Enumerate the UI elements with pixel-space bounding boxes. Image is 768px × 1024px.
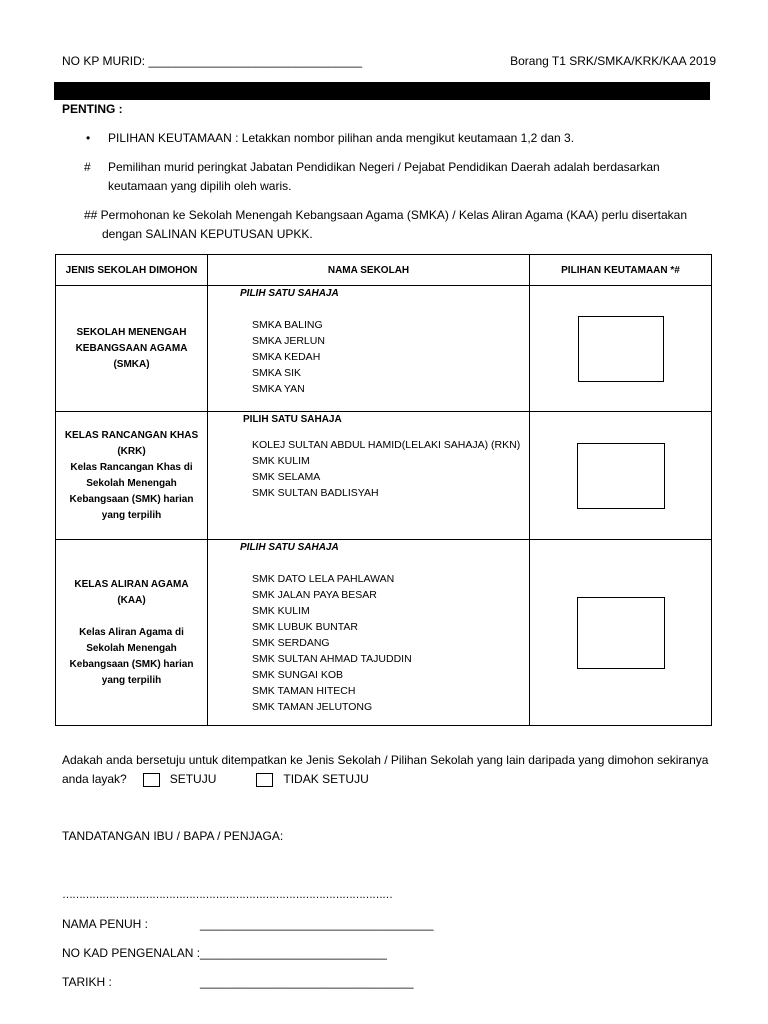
list-item: SMKA SIK (252, 367, 302, 379)
no-kp-murid-field[interactable]: NO KP MURID: ________________________________ (62, 54, 363, 68)
table-row-kaa (56, 540, 712, 726)
list-item: SMK KULIM (252, 455, 310, 467)
table-row-krk (56, 412, 712, 540)
header-nama-sekolah: NAMA SEKOLAH (208, 255, 530, 286)
school-choice-table (55, 254, 712, 726)
nama-penuh-label: NAMA PENUH : (62, 917, 149, 931)
list-item: SMK JALAN PAYA BESAR (252, 589, 377, 601)
note-hash-line2: keutamaan yang dipilih oleh waris. (108, 179, 292, 193)
list-item: SMK LUBUK BUNTAR (252, 621, 358, 633)
list-item: SMK SUNGAI KOB (252, 669, 344, 681)
category-line: yang terpilih (101, 509, 162, 521)
setuju-label: SETUJU (169, 772, 217, 786)
category-line: SEKOLAH MENENGAH (76, 326, 187, 338)
list-item: SMKA YAN (252, 383, 305, 395)
list-item: SMKA KEDAH (252, 351, 321, 363)
signature-label: TANDATANGAN IBU / BAPA / PENJAGA: (62, 829, 284, 843)
list-item: KOLEJ SULTAN ABDUL HAMID(LELAKI SAHAJA) (RKN) (252, 439, 521, 451)
category-line: KELAS ALIRAN AGAMA (74, 578, 189, 590)
list-item: SMK SELAMA (252, 471, 321, 483)
category-line: Kelas Rancangan Khas di (70, 461, 193, 473)
notes-title: PENTING : (62, 102, 123, 116)
priority-cell-smka (530, 286, 712, 412)
pilih-satu-sahaja-label: PILIH SATU SAHAJA (240, 542, 339, 553)
signature-line[interactable]: ……………………………………………………………………………………… (62, 889, 392, 901)
school-list-cell-smka (208, 286, 530, 412)
note-double-hash-line1: ## Permohonan ke Sekolah Menengah Kebangsaan Agama (SMKA) / Kelas Aliran Agama (KAA) perlu disertakan (84, 208, 688, 222)
priority-input-smka[interactable] (578, 316, 664, 382)
tarikh-field[interactable]: ________________________________ (200, 975, 414, 989)
no-kad-pengenalan-label: NO KAD PENGENALAN : (62, 946, 201, 960)
category-line: KEBANGSAAN AGAMA (75, 342, 188, 354)
priority-cell-kaa (530, 540, 712, 726)
table-header-row (56, 255, 712, 286)
category-line: (KAA) (117, 594, 146, 606)
header-jenis-sekolah: JENIS SEKOLAH DIMOHON (56, 255, 208, 286)
note-bullet-text: PILIHAN KEUTAMAAN : Letakkan nombor pilihan anda mengikut keutamaan 1,2 dan 3. (108, 131, 575, 145)
no-kad-pengenalan-field[interactable]: ____________________________ (200, 946, 387, 960)
category-line: KELAS RANCANGAN KHAS (64, 429, 199, 441)
list-item: SMK KULIM (252, 605, 310, 617)
nama-penuh-field[interactable]: ___________________________________ (200, 917, 434, 931)
agreement-options (62, 770, 369, 789)
school-list-cell-kaa (208, 540, 530, 726)
school-list-cell-krk (208, 412, 530, 540)
category-line: Kebangsaan (SMK) harian (69, 493, 194, 505)
category-line: yang terpilih (101, 674, 162, 686)
category-kaa (56, 540, 208, 726)
category-line: Sekolah Menengah (86, 477, 177, 489)
category-line: Kebangsaan (SMK) harian (69, 658, 194, 670)
priority-input-krk[interactable] (577, 443, 665, 509)
school-list (252, 437, 529, 501)
school-list (252, 571, 529, 715)
priority-cell-krk (530, 412, 712, 540)
tarikh-label: TARIKH : (62, 975, 112, 989)
header-pilihan-keutamaan: PILIHAN KEUTAMAAN *# (530, 255, 712, 286)
tidak-setuju-label: TIDAK SETUJU (283, 772, 369, 786)
category-line (56, 609, 207, 625)
priority-input-kaa[interactable] (577, 597, 665, 669)
list-item: SMK SULTAN BADLISYAH (252, 487, 379, 499)
category-smka (56, 286, 208, 412)
category-krk (56, 412, 208, 540)
category-line: Sekolah Menengah (86, 642, 177, 654)
setuju-checkbox[interactable] (143, 773, 160, 787)
list-item: SMK SERDANG (252, 637, 330, 649)
list-item: SMKA BALING (252, 319, 323, 331)
list-item: SMK SULTAN AHMAD TAJUDDIN (252, 653, 412, 665)
form-code: Borang T1 SRK/SMKA/KRK/KAA 2019 (510, 54, 716, 68)
pilih-satu-sahaja-label: PILIH SATU SAHAJA (240, 288, 339, 299)
note-hash-line1: Pemilihan murid peringkat Jabatan Pendidikan Negeri / Pejabat Pendidikan Daerah adalah berdasarkan (108, 160, 660, 174)
agreement-question-line2: anda layak? (62, 772, 127, 786)
note-double-hash-line2: dengan SALINAN KEPUTUSAN UPKK. (102, 227, 313, 241)
list-item: SMK TAMAN JELUTONG (252, 701, 373, 713)
category-line: (KRK) (117, 445, 146, 457)
pilih-satu-sahaja-label: PILIH SATU SAHAJA (243, 414, 342, 425)
agreement-question-line1: Adakah anda bersetuju untuk ditempatkan ke Jenis Sekolah / Pilihan Sekolah yang lain daripada yang dimohon sekiranya (62, 753, 709, 767)
bullet-icon: • (86, 131, 91, 145)
tidak-setuju-checkbox[interactable] (256, 773, 273, 787)
header-divider-bar (54, 82, 710, 100)
list-item: SMK DATO LELA PAHLAWAN (252, 573, 395, 585)
list-item: SMKA JERLUN (252, 335, 325, 347)
category-line: (SMKA) (113, 358, 150, 370)
school-list (252, 317, 529, 397)
hash-symbol: # (84, 160, 91, 174)
table-row-smka (56, 286, 712, 412)
category-line: Kelas Aliran Agama di (79, 626, 184, 638)
list-item: SMK TAMAN HITECH (252, 685, 356, 697)
